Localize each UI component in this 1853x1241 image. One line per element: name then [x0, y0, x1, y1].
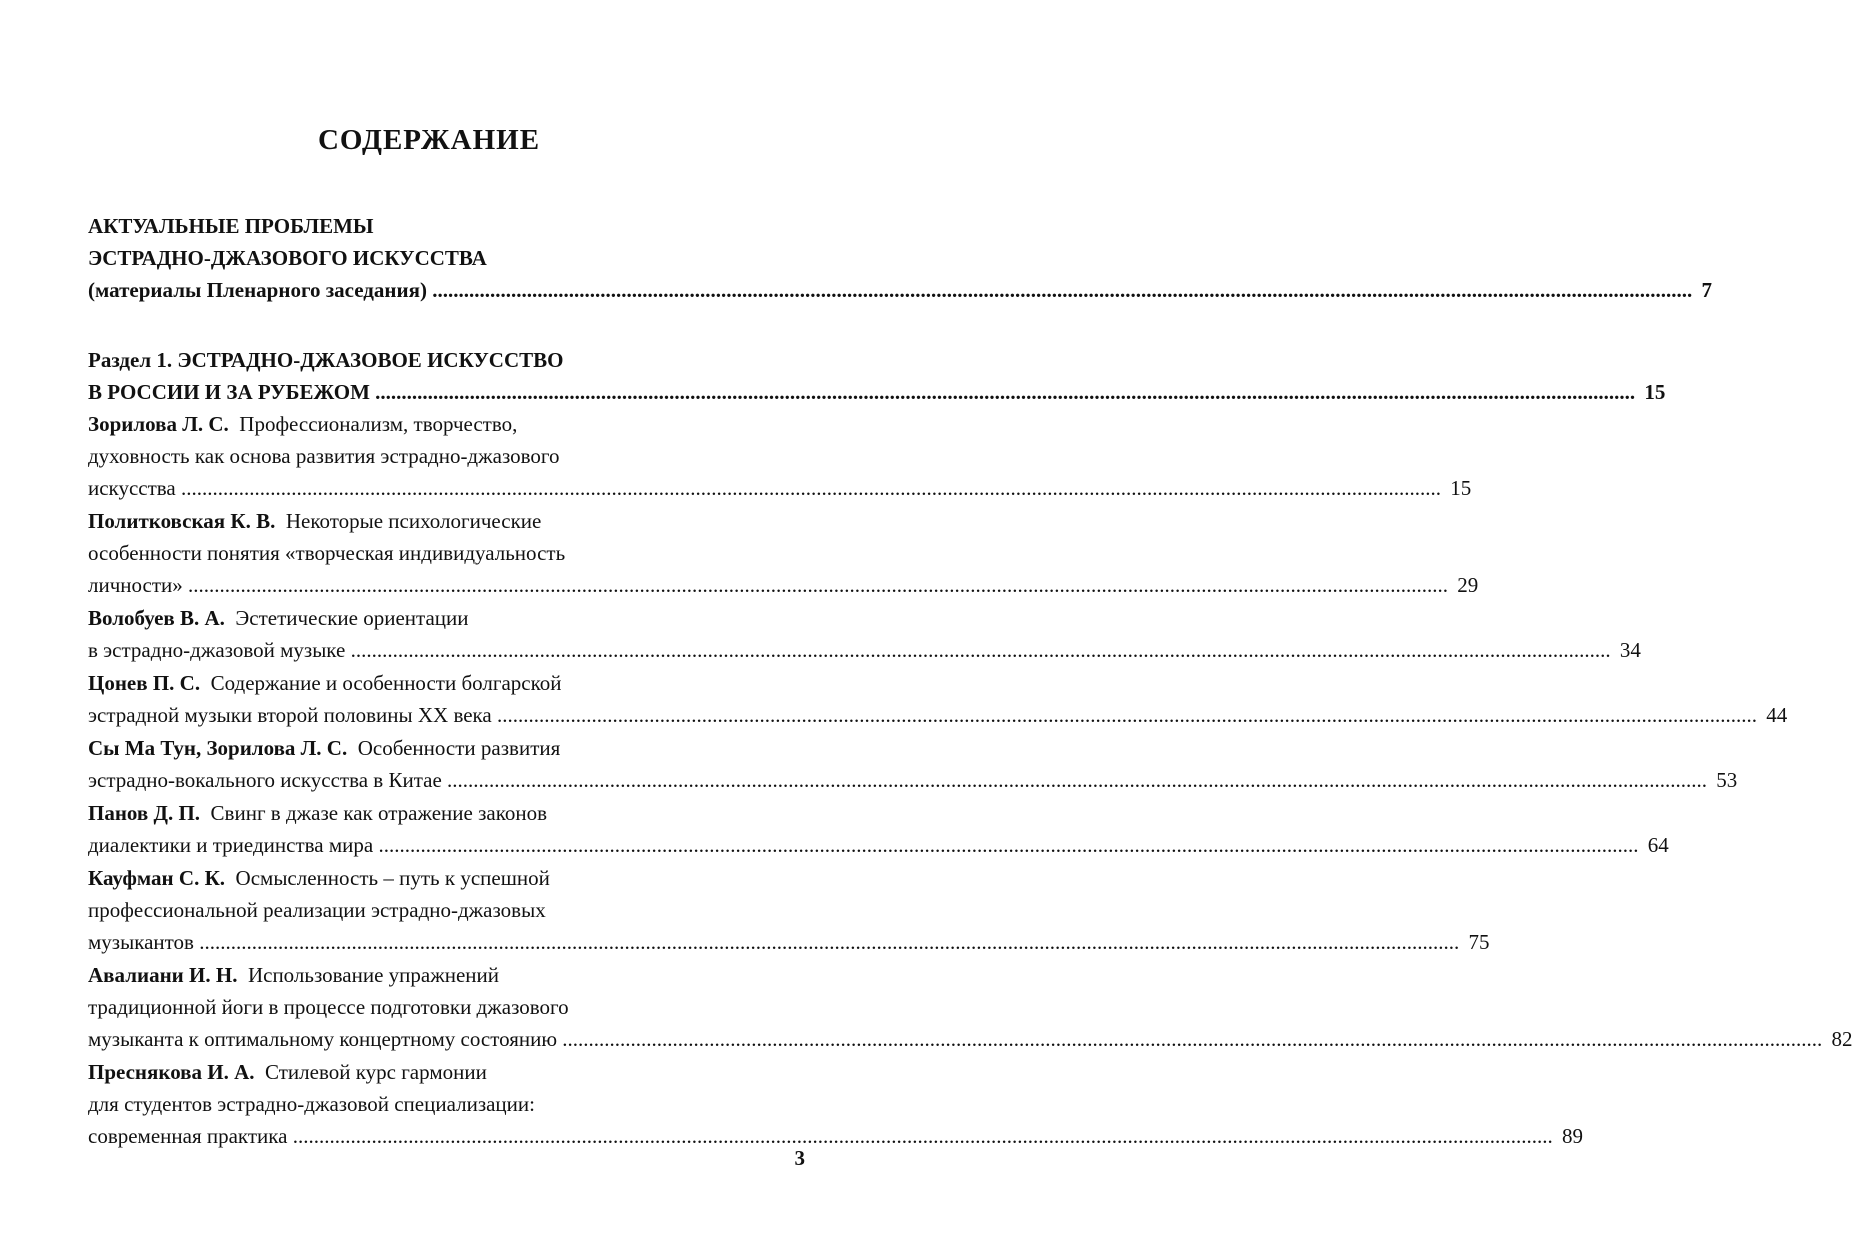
- dot-leader: [562, 1027, 1822, 1051]
- dot-leader: [188, 573, 1448, 597]
- entry-last-line: [88, 926, 1490, 958]
- toc-plenary-heading: [88, 210, 1712, 306]
- dot-leader: [447, 768, 1707, 792]
- entry-title-end: музыкантов: [88, 930, 194, 954]
- entry-author: Авалиани И. Н.: [88, 963, 238, 987]
- entry-title-end: личности»: [88, 573, 183, 597]
- page-ref: 15: [1450, 476, 1472, 500]
- section-line-2: [88, 376, 1666, 408]
- entry-first-line: [88, 602, 756, 634]
- toc-entry: [88, 862, 1490, 958]
- entry-first-line: [88, 797, 756, 829]
- entry-title-start: Некоторые психологические: [285, 509, 542, 533]
- page-ref: 82: [1831, 1027, 1853, 1051]
- entry-last-line: [88, 569, 1479, 601]
- entry-title-end: современная практика: [88, 1124, 288, 1148]
- toc-entry: [88, 505, 1479, 601]
- entry-title-end: эстрадной музыки второй половины XX века: [88, 703, 492, 727]
- entry-title-start: Стилевой курс гармонии: [265, 1060, 487, 1084]
- entry-first-line: [88, 667, 756, 699]
- entry-last-line: [88, 699, 1788, 731]
- entry-last-line: [88, 764, 1738, 796]
- entry-author: Кауфман С. К.: [88, 866, 226, 890]
- entry-title-start: Осмысленность – путь к успешной: [235, 866, 550, 890]
- toc-entry: [88, 732, 1738, 796]
- section-line-1: Раздел 1. ЭСТРАДНО-ДЖАЗОВОЕ ИСКУССТВО: [88, 348, 564, 372]
- entry-last-line: [88, 1023, 1853, 1055]
- entry-title-end: диалектики и триединства мира: [88, 833, 374, 857]
- entry-title-start: Использование упражнений: [247, 963, 499, 987]
- page-ref: 15: [1644, 380, 1666, 404]
- toc-entry: [88, 959, 1853, 1055]
- entry-last-line: [88, 1120, 1583, 1152]
- entry-first-line: [88, 1056, 756, 1088]
- dot-leader: [351, 638, 1611, 662]
- entry-last-line: [88, 472, 1472, 504]
- page-ref: 53: [1716, 768, 1738, 792]
- entry-mid-line: для студентов эстрадно-джазовой специализации:: [88, 1092, 535, 1116]
- dot-leader: [375, 380, 1635, 404]
- toc-section-1: [88, 344, 1666, 408]
- entry-mid-line: традиционной йоги в процессе подготовки джазового: [88, 995, 569, 1019]
- entry-first-line: [88, 505, 756, 537]
- entry-title-end: в эстрадно-джазовой музыке: [88, 638, 346, 662]
- entry-author: Цонев П. С.: [88, 671, 201, 695]
- dot-leader: [378, 833, 1638, 857]
- entry-author: Панов Д. П.: [88, 801, 201, 825]
- dot-leader: [293, 1124, 1553, 1148]
- toc-entry: [88, 1056, 1583, 1152]
- page-number: 3: [794, 1146, 805, 1170]
- dot-leader: [181, 476, 1441, 500]
- entry-first-line: [88, 408, 756, 440]
- toc-entry: [88, 602, 1641, 666]
- plenary-subtitle: (материалы Пленарного заседания): [88, 278, 427, 302]
- dot-leader: [199, 930, 1459, 954]
- toc-entry: [88, 408, 1472, 504]
- entry-first-line: [88, 862, 756, 894]
- page-ref: 34: [1619, 638, 1641, 662]
- entry-title-start: Содержание и особенности болгарской: [210, 671, 562, 695]
- entry-last-line: [88, 829, 1669, 861]
- page-title: СОДЕРЖАНИЕ: [317, 124, 541, 156]
- table-of-contents: [88, 210, 1853, 1152]
- entry-author: Политковская К. В.: [88, 509, 276, 533]
- toc-entry: [88, 667, 1788, 731]
- entry-title-start: Особенности развития: [357, 736, 561, 760]
- entry-title-start: Профессионализм, творчество,: [239, 412, 518, 436]
- dot-leader: [497, 703, 1757, 727]
- page-ref: 75: [1468, 930, 1490, 954]
- plenary-line-3: [88, 274, 1712, 306]
- entry-last-line: [88, 634, 1641, 666]
- entry-title-end: искусства: [88, 476, 176, 500]
- entry-mid-line: профессиональной реализации эстрадно-джазовых: [88, 898, 546, 922]
- plenary-line-1: АКТУАЛЬНЫЕ ПРОБЛЕМЫ: [88, 214, 374, 238]
- entry-mid-line: особенности понятия «творческая индивидуальность: [88, 541, 566, 565]
- page-ref: 64: [1647, 833, 1669, 857]
- entry-title-end: эстрадно-вокального искусства в Китае: [88, 768, 442, 792]
- page-ref: 89: [1561, 1124, 1583, 1148]
- toc-entry: [88, 797, 1669, 861]
- entry-author: Сы Ма Тун, Зорилова Л. С.: [88, 736, 348, 760]
- page-ref: 29: [1457, 573, 1479, 597]
- page-ref: 7: [1701, 278, 1712, 302]
- entry-author: Зорилова Л. С.: [88, 412, 229, 436]
- entry-title-start: Эстетические ориентации: [235, 606, 469, 630]
- dot-leader: [432, 278, 1692, 302]
- entry-first-line: [88, 732, 756, 764]
- entry-mid-line: духовность как основа развития эстрадно-джазового: [88, 444, 560, 468]
- entry-first-line: [88, 959, 756, 991]
- entry-author: Волобуев В. А.: [88, 606, 225, 630]
- entry-title-start: Свинг в джазе как отражение законов: [210, 801, 547, 825]
- section-subtitle: В РОССИИ И ЗА РУБЕЖОМ: [88, 380, 370, 404]
- page-ref: 44: [1766, 703, 1788, 727]
- plenary-line-2: ЭСТРАДНО-ДЖАЗОВОГО ИСКУССТВА: [88, 246, 487, 270]
- entry-title-end: музыканта к оптимальному концертному состоянию: [88, 1027, 558, 1051]
- entry-author: Преснякова И. А.: [88, 1060, 255, 1084]
